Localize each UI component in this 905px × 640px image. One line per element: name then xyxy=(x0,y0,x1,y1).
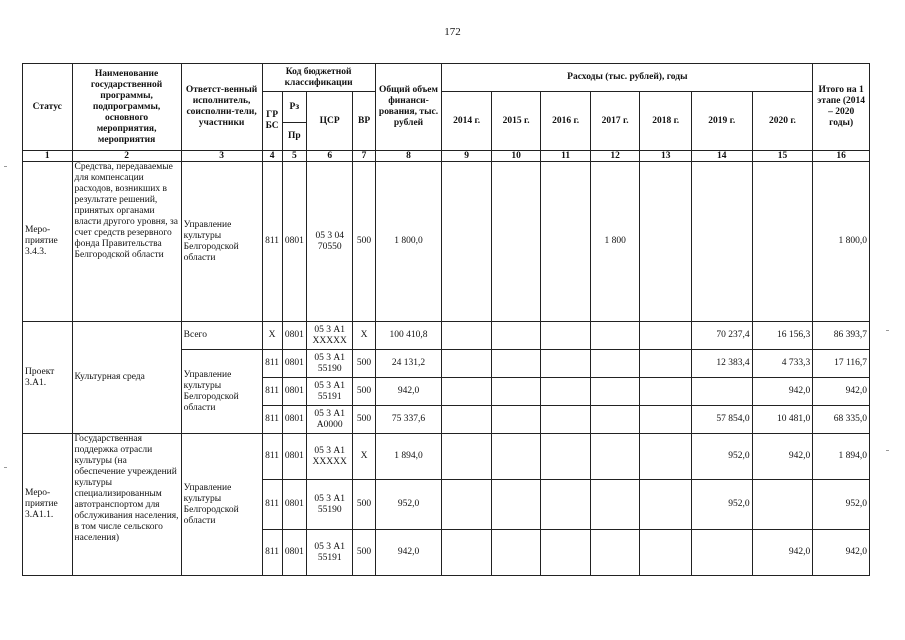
row-y2015 xyxy=(491,162,541,322)
header-year-2019: 2019 г. xyxy=(691,92,752,151)
header-name: Наименование государственной программы, подпрограммы, основного мероприятия, мероприятия xyxy=(72,64,181,151)
row-vr: 500 xyxy=(353,406,375,434)
row-y2017: 1 800 xyxy=(590,162,640,322)
header-executor: Ответст-венный исполнитель, соисполни-тели, участники xyxy=(181,64,262,151)
row-grbs: 811 xyxy=(262,406,282,434)
row-y2020 xyxy=(752,162,813,322)
budget-table xyxy=(22,63,870,576)
row-vr: Х xyxy=(353,322,375,350)
col-number: 11 xyxy=(541,151,591,162)
row-y2020: 4 733,3 xyxy=(752,350,813,378)
row-y2020: 10 481,0 xyxy=(752,406,813,434)
row-csr: 05 3 04 70550 xyxy=(306,162,352,322)
row-rzpr: 0801 xyxy=(282,350,306,378)
row-stage-total: 952,0 xyxy=(813,480,870,530)
row-name: Культурная среда xyxy=(72,322,181,434)
row-grbs: Х xyxy=(262,322,282,350)
row-csr: 05 3 А1 55190 xyxy=(306,480,352,530)
row-y2019: 70 237,4 xyxy=(691,322,752,350)
row-rzpr: 0801 xyxy=(282,322,306,350)
header-grbs: ГР БС xyxy=(262,92,282,151)
row-rzpr: 0801 xyxy=(282,406,306,434)
col-number: 3 xyxy=(181,151,262,162)
scan-mark xyxy=(4,166,7,167)
row-executor: Управление культуры Белгородской области xyxy=(181,350,262,434)
row-total: 942,0 xyxy=(375,378,442,406)
col-number: 15 xyxy=(752,151,813,162)
table-row xyxy=(23,434,870,480)
header-stage-total: Итого на 1 этапе (2014 – 2020 годы) xyxy=(813,64,870,151)
row-total: 100 410,8 xyxy=(375,322,442,350)
col-number: 7 xyxy=(353,151,375,162)
header-expenses: Расходы (тыс. рублей), годы xyxy=(442,64,813,92)
row-csr: 05 3 А1 А0000 xyxy=(306,406,352,434)
col-number: 2 xyxy=(72,151,181,162)
row-y2014 xyxy=(442,162,492,322)
row-y2020: 942,0 xyxy=(752,530,813,576)
header-year-2016: 2016 г. xyxy=(541,92,591,151)
header-pr: Пр xyxy=(282,123,306,151)
row-csr: 05 3 А1 55190 xyxy=(306,350,352,378)
row-csr: 05 3 А1 55191 xyxy=(306,530,352,576)
row-name: Государственная поддержка отрасли культуры (на обеспечение учреждений культуры специализированным автотранспортом для обслуживания населения, в том числе сельского населения) xyxy=(72,434,181,576)
col-number: 16 xyxy=(813,151,870,162)
row-y2019 xyxy=(691,530,752,576)
table-row xyxy=(23,322,870,350)
row-rzpr: 0801 xyxy=(282,162,306,322)
col-number: 10 xyxy=(491,151,541,162)
row-y2020 xyxy=(752,480,813,530)
row-total: 24 131,2 xyxy=(375,350,442,378)
row-stage-total: 17 116,7 xyxy=(813,350,870,378)
row-grbs: 811 xyxy=(262,530,282,576)
row-y2019: 952,0 xyxy=(691,434,752,480)
row-y2019 xyxy=(691,162,752,322)
row-status: Меро-приятие 3.А1.1. xyxy=(23,434,73,576)
row-vr: 500 xyxy=(353,530,375,576)
row-vr: 500 xyxy=(353,480,375,530)
header-year-2015: 2015 г. xyxy=(491,92,541,151)
row-y2019: 12 383,4 xyxy=(691,350,752,378)
row-grbs: 811 xyxy=(262,378,282,406)
table-row xyxy=(23,162,870,322)
row-csr: 05 3 А1 XXXXX xyxy=(306,322,352,350)
page-number: 172 xyxy=(444,26,461,38)
row-executor: Управление культуры Белгородской области xyxy=(181,434,262,576)
row-executor: Всего xyxy=(181,322,262,350)
row-y2016 xyxy=(541,162,591,322)
header-rz: Рз xyxy=(282,92,306,123)
header-year-2018: 2018 г. xyxy=(640,92,692,151)
col-number: 12 xyxy=(590,151,640,162)
header-budget-code: Код бюджетной классификации xyxy=(262,64,375,92)
row-executor: Управление культуры Белгородской области xyxy=(181,162,262,322)
header-total-volume: Общий объем финанси-рования, тыс. рублей xyxy=(375,64,442,151)
scan-mark xyxy=(4,467,7,468)
row-rzpr: 0801 xyxy=(282,530,306,576)
row-status: Проект 3.А1. xyxy=(23,322,73,434)
row-csr: 05 3 А1 XXXXX xyxy=(306,434,352,480)
row-y2020: 942,0 xyxy=(752,378,813,406)
row-name: Средства, передаваемые для компенсации расходов, возникших в результате решений, принятых органами власти другого уровня, за счет средств резервного фонда Правительства Белгородской области xyxy=(72,162,181,322)
row-vr: 500 xyxy=(353,162,375,322)
row-stage-total: 942,0 xyxy=(813,378,870,406)
row-grbs: 811 xyxy=(262,434,282,480)
row-y2020: 16 156,3 xyxy=(752,322,813,350)
row-rzpr: 0801 xyxy=(282,434,306,480)
header-year-2014: 2014 г. xyxy=(442,92,492,151)
row-total: 75 337,6 xyxy=(375,406,442,434)
header-csr: ЦСР xyxy=(306,92,352,151)
header-status: Статус xyxy=(23,64,73,151)
row-rzpr: 0801 xyxy=(282,480,306,530)
row-total: 952,0 xyxy=(375,480,442,530)
header-vr: ВР xyxy=(353,92,375,151)
row-stage-total: 86 393,7 xyxy=(813,322,870,350)
row-y2019: 952,0 xyxy=(691,480,752,530)
row-y2019 xyxy=(691,378,752,406)
col-number: 14 xyxy=(691,151,752,162)
row-total: 1 800,0 xyxy=(375,162,442,322)
header-year-2020: 2020 г. xyxy=(752,92,813,151)
row-y2020: 942,0 xyxy=(752,434,813,480)
row-total: 942,0 xyxy=(375,530,442,576)
row-y2019: 57 854,0 xyxy=(691,406,752,434)
row-y2018 xyxy=(640,162,692,322)
row-stage-total: 942,0 xyxy=(813,530,870,576)
row-total: 1 894,0 xyxy=(375,434,442,480)
header-year-2017: 2017 г. xyxy=(590,92,640,151)
row-status: Меро-приятие 3.4.3. xyxy=(23,162,73,322)
row-vr: 500 xyxy=(353,378,375,406)
scan-mark xyxy=(886,450,889,451)
col-number: 9 xyxy=(442,151,492,162)
col-number: 6 xyxy=(306,151,352,162)
scan-mark xyxy=(886,330,889,331)
col-number: 1 xyxy=(23,151,73,162)
row-stage-total: 1 800,0 xyxy=(813,162,870,322)
row-csr: 05 3 А1 55191 xyxy=(306,378,352,406)
col-number: 8 xyxy=(375,151,442,162)
row-grbs: 811 xyxy=(262,162,282,322)
column-number-row xyxy=(23,151,870,162)
col-number: 13 xyxy=(640,151,692,162)
col-number: 5 xyxy=(282,151,306,162)
row-vr: 500 xyxy=(353,350,375,378)
col-number: 4 xyxy=(262,151,282,162)
row-stage-total: 1 894,0 xyxy=(813,434,870,480)
row-vr: Х xyxy=(353,434,375,480)
row-grbs: 811 xyxy=(262,480,282,530)
row-stage-total: 68 335,0 xyxy=(813,406,870,434)
row-rzpr: 0801 xyxy=(282,378,306,406)
row-grbs: 811 xyxy=(262,350,282,378)
